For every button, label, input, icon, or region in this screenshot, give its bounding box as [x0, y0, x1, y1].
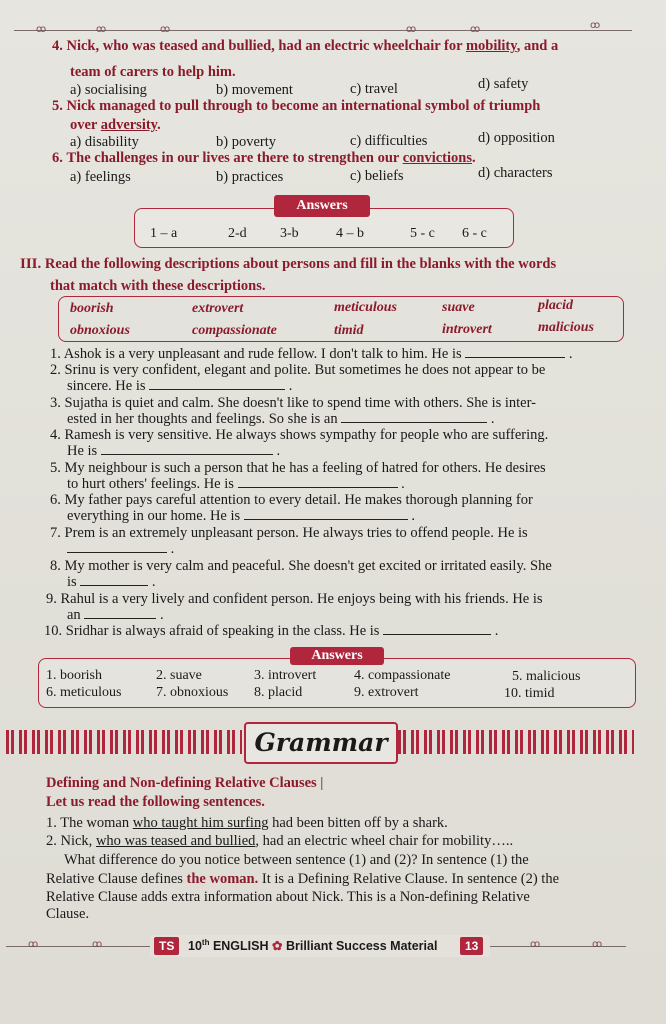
item-text: Prem is an extremely unpleasant person. He always tries to offend people. He is [64, 525, 528, 541]
item-number: 10. [44, 623, 63, 639]
question-text: over [70, 117, 101, 133]
answer-item: 9. extrovert [354, 685, 419, 700]
item-text: Rahul is a very lively and confident person. He enjoys being with his friends. He is [60, 591, 543, 607]
option-d: d) characters [478, 165, 553, 181]
example-sentence-1 [46, 814, 448, 832]
bold-term: the woman. [186, 871, 259, 887]
subheading-text: Defining and Non-defining Relative Clauses [46, 775, 317, 791]
option-c: c) difficulties [350, 133, 428, 149]
list-item-line2: an . [67, 607, 164, 623]
word-bank-item: introvert [442, 322, 492, 337]
footer-title [188, 938, 437, 953]
answer-item: 5 - c [410, 226, 435, 241]
answers-title: Answers [290, 647, 384, 665]
sentence-text: had been bitten off by a shark. [268, 815, 448, 831]
ornament-icon: ꝏ [36, 24, 47, 35]
list-item [50, 427, 548, 443]
explanation-line [46, 870, 559, 888]
instruction-text: Read the following descriptions about persons and fill in the blanks with the words [44, 256, 557, 272]
list-item-line2: . [67, 541, 174, 557]
ornament-icon: ꝏ [470, 24, 481, 35]
sentence-text: Relative Clause defines [46, 871, 187, 887]
ornament-icon: ꝏ [160, 24, 171, 35]
footer-subject: ENGLISH [209, 939, 269, 954]
option-c: c) travel [350, 81, 398, 97]
list-item-line2: is . [67, 574, 156, 590]
grammar-subheading: Defining and Non-defining Relative Clauses | [46, 775, 324, 791]
grammar-heading: Grammar [244, 722, 398, 764]
section-instruction [20, 256, 556, 273]
word-bank-item: boorish [70, 301, 114, 316]
item-number: 3. [50, 395, 61, 411]
item-number: 5. [50, 460, 61, 476]
item-text: My neighbour is such a person that he has a feeling of hatred for others. He desires [64, 460, 546, 476]
list-item: 10. Sridhar is always afraid of speaking in the class. He is . [44, 623, 499, 639]
ornament-icon: ꝏ [406, 24, 417, 35]
ornament-icon: ꝏ [590, 20, 601, 31]
question-text: The challenges in our lives are there to strengthen our [66, 150, 403, 166]
list-item-line2: to hurt others' feelings. He is . [67, 476, 405, 492]
answer-item: 1. boorish [46, 668, 102, 683]
page-number: 13 [460, 937, 483, 955]
word-bank-item: suave [442, 300, 475, 315]
sentence-text: It is a Defining Relative Clause. In sentence (2) the [258, 871, 560, 887]
instruction-text: that match with these descriptions. [50, 278, 266, 294]
blank-line [149, 378, 285, 390]
answer-item: 2-d [228, 226, 247, 241]
item-text: an [67, 607, 81, 623]
blank-line [383, 623, 491, 635]
item-number: 8. [50, 558, 61, 574]
grammar-instruction [46, 794, 265, 811]
list-item [46, 591, 543, 607]
list-item-line2: ested in her thoughts and feelings. So she is an . [67, 411, 495, 427]
answer-item: 8. placid [254, 685, 303, 700]
relative-clause: who was teased and bullied [95, 833, 256, 849]
question-text: Nick managed to pull through to become an international symbol of triumph [66, 98, 541, 114]
item-number: 1. [50, 346, 61, 362]
question-text: , and a [516, 38, 559, 54]
example-sentence-2 [46, 832, 513, 850]
grammar-bar-right [398, 730, 634, 754]
item-text: Sridhar is always afraid of speaking in the class. He is [65, 623, 380, 639]
footer-ts-badge: TS [154, 937, 179, 955]
item-number: 9. [46, 591, 57, 607]
list-item [50, 525, 528, 541]
ornament-icon: ꝏ [28, 939, 39, 950]
option-d: d) opposition [478, 130, 555, 146]
ornament-icon: ꝏ [592, 939, 603, 950]
list-item: 1. Ashok is a very unpleasant and rude fellow. I don't talk to him. He is . [50, 346, 573, 362]
grammar-bar-left [6, 730, 242, 754]
sentence-text: 1. The woman [46, 815, 133, 831]
item-number: 2. [50, 362, 61, 378]
blank-line [67, 541, 167, 553]
answer-item: 7. obnoxious [156, 685, 229, 700]
answer-item: 10. timid [504, 686, 555, 701]
question-4-line2 [70, 64, 236, 81]
list-item-line2: He is . [67, 443, 281, 459]
question-5-line2 [70, 117, 161, 134]
option-a: a) disability [70, 134, 139, 150]
item-text: everything in our home. He is [67, 508, 241, 524]
explanation-line: Clause. [46, 906, 90, 922]
list-item-line2: sincere. He is . [67, 378, 293, 394]
item-number: 6. [50, 492, 61, 508]
item-text: Ashok is a very unpleasant and rude fellow. I don't talk to him. He is [63, 346, 462, 362]
question-number: 4. [52, 38, 63, 54]
question-6 [52, 150, 476, 167]
answer-item: 3-b [280, 226, 299, 241]
option-a: a) socialising [70, 82, 147, 98]
item-text: sincere. He is [67, 378, 146, 394]
word-bank-item: obnoxious [70, 323, 130, 338]
list-item [50, 460, 546, 476]
item-text: Sujatha is quiet and calm. She doesn't like to spend time with others. She is inter- [64, 395, 536, 411]
answer-item: 1 – a [150, 226, 178, 241]
item-number: 7. [50, 525, 61, 541]
question-number: 5. [52, 98, 63, 114]
answer-item: 6. meticulous [46, 685, 122, 700]
underlined-word: convictions [402, 150, 472, 166]
answer-item: 4. compassionate [354, 668, 451, 683]
answer-item: 6 - c [462, 226, 487, 241]
blank-line [84, 607, 156, 619]
item-text: Srinu is very confident, elegant and polite. But sometimes he does not appear to be [64, 362, 546, 378]
explanation-line: What difference do you notice between sentence (1) and (2)? In sentence (1) the [64, 852, 529, 868]
footer-grade: 10 [188, 939, 202, 954]
question-number: 6. [52, 150, 63, 166]
question-text: . [157, 117, 161, 133]
instruction-text: Let us read the following sentences. [46, 794, 265, 810]
blank-line [341, 411, 487, 423]
item-text: ested in her thoughts and feelings. So she is an [67, 411, 338, 427]
word-bank-item: extrovert [192, 301, 244, 316]
item-text: He is [67, 443, 98, 459]
option-b: b) movement [216, 82, 293, 98]
question-text: . [471, 150, 476, 166]
word-bank-item: timid [334, 323, 364, 338]
item-number: 4. [50, 427, 61, 443]
answer-item: 2. suave [156, 668, 202, 683]
explanation-line: Relative Clause adds extra information about Nick. This is a Non-defining Relative [46, 889, 530, 905]
underlined-word: mobility [465, 38, 517, 54]
item-text: to hurt others' feelings. He is [67, 476, 234, 492]
answer-item: 3. introvert [254, 668, 317, 683]
answer-item: 4 – b [336, 226, 364, 241]
list-item [50, 558, 552, 574]
blank-line [238, 476, 398, 488]
sentence-text: , had an electric wheel chair for mobility….. [255, 833, 514, 849]
list-item [50, 395, 536, 411]
word-bank-item: placid [538, 298, 573, 313]
item-text: My father pays careful attention to every detail. He makes thorough planning for [64, 492, 533, 508]
blank-line [80, 574, 148, 586]
answer-item: 5. malicious [512, 669, 581, 684]
blank-line [244, 508, 408, 520]
question-text: Nick, who was teased and bullied, had an electric wheelchair for [66, 38, 466, 54]
item-text: Ramesh is very sensitive. He always shows sympathy for people who are suffering. [64, 427, 549, 443]
option-a: a) feelings [70, 169, 131, 185]
word-bank-item: meticulous [334, 300, 398, 315]
answers-title: Answers [274, 195, 370, 217]
footer-grade-suffix: th [201, 938, 210, 947]
option-c: c) beliefs [350, 168, 404, 184]
ornament-icon: ꝏ [92, 939, 103, 950]
relative-clause: who taught him surfing [132, 815, 269, 831]
option-d: d) safety [478, 76, 529, 92]
footer-series: Brilliant Success Material [285, 939, 438, 954]
option-b: b) practices [216, 169, 284, 185]
section-number: III. [20, 256, 42, 272]
sentence-text: 2. Nick, [46, 833, 96, 849]
flower-icon: ✿ [272, 939, 283, 954]
top-ornament-line [14, 30, 632, 31]
word-bank-item: compassionate [192, 323, 277, 338]
item-text: My mother is very calm and peaceful. She doesn't get excited or irritated easily. She [64, 558, 552, 574]
underlined-word: adversity [100, 117, 158, 133]
question-4 [52, 38, 558, 55]
blank-line [101, 443, 273, 455]
blank-line [465, 346, 565, 358]
item-text: is [67, 574, 77, 590]
option-b: b) poverty [216, 134, 276, 150]
word-bank-item: malicious [538, 320, 595, 335]
section-instruction-line2 [50, 278, 265, 295]
ornament-icon: ꝏ [530, 939, 541, 950]
question-text: team of carers to help him. [70, 64, 236, 80]
ornament-icon: ꝏ [96, 24, 107, 35]
list-item [50, 492, 533, 508]
question-5 [52, 98, 540, 115]
list-item [50, 362, 545, 378]
list-item-line2: everything in our home. He is . [67, 508, 416, 524]
